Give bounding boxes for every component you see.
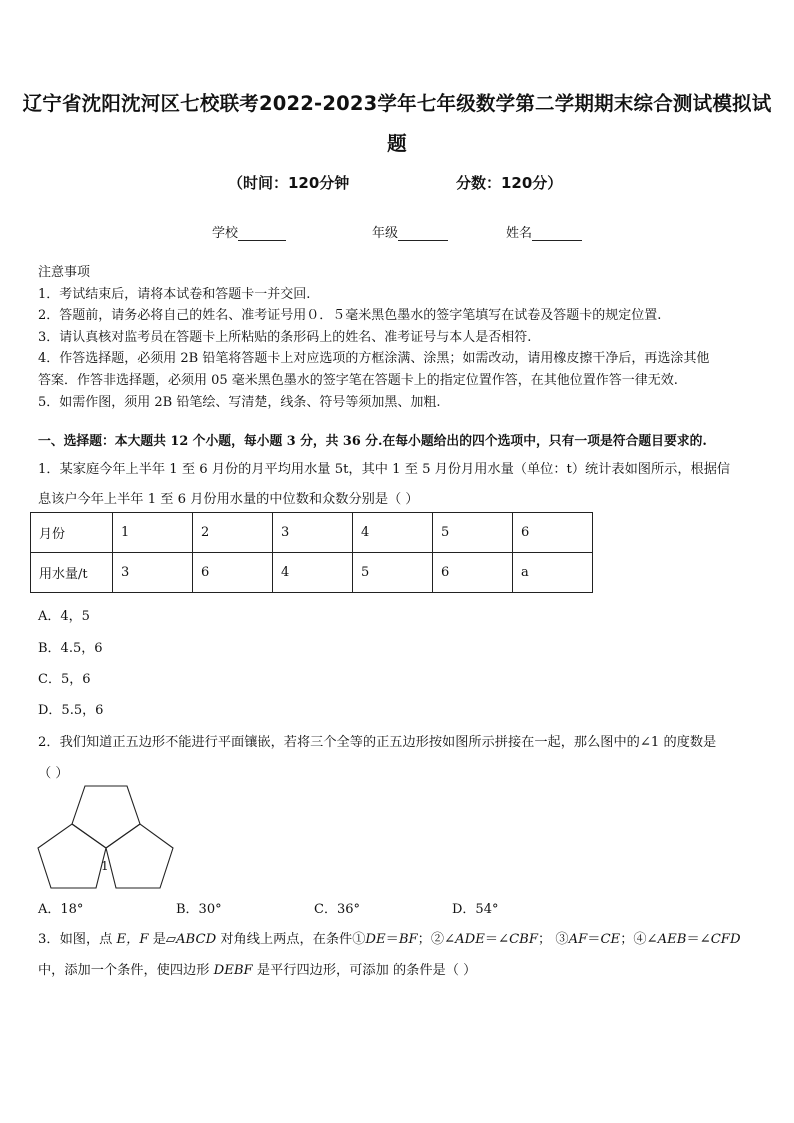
q2-option-d[interactable]: D．54° xyxy=(452,902,499,917)
q3-var: DEBF xyxy=(213,963,253,978)
table-cell: 4 xyxy=(353,513,433,553)
q3-text: ＝∠ xyxy=(484,932,510,947)
q3-text: ＝ xyxy=(587,932,601,947)
q1-text-line2: 息该户今年上半年 1 至 6 月份用水量的中位数和众数分别是（ ） xyxy=(38,492,419,507)
school-blank[interactable] xyxy=(238,226,286,241)
school-label: 学校 xyxy=(212,226,239,241)
note-item: 3．请认真核对监考员在答题卡上所粘贴的条形码上的姓名、准考证号与本人是否相符. xyxy=(38,329,532,345)
table-cell: 6 xyxy=(433,553,513,593)
exam-title-line2: 题 xyxy=(387,132,407,155)
q1-option-b[interactable]: B．4.5，6 xyxy=(38,641,103,656)
table-cell: 6 xyxy=(193,553,273,593)
exam-score: 分数：120分） xyxy=(456,174,563,192)
q3-text: ； ③ xyxy=(538,932,569,947)
q3-var: CBF xyxy=(509,932,539,947)
table-row xyxy=(31,513,593,553)
q2-options xyxy=(0,898,794,918)
table-cell: 1 xyxy=(113,513,193,553)
q3-text: 3．如图，点 xyxy=(38,932,117,947)
table-row xyxy=(31,553,593,593)
note-item: 4．作答选择题，必须用 2B 铅笔将答题卡上对应选项的方框涂满、涂黑；如需改动，请用橡皮擦干净后，再选涂其他 xyxy=(38,351,710,367)
three-pentagons-figure xyxy=(30,780,180,892)
exam-title-line1: 辽宁省沈阳沈河区七校联考2022-2023学年七年级数学第二学期期末综合测试模拟试 xyxy=(22,92,772,115)
q1-option-c[interactable]: C．5，6 xyxy=(38,672,91,687)
q2-text-line1: 2．我们知道正五边形不能进行平面镶嵌，若将三个全等的正五边形按如图所示拼接在一起，那么图中的∠1 的度数是 xyxy=(38,735,717,750)
q3-var: E，F xyxy=(116,932,149,947)
q2-text-line2: （ ） xyxy=(38,766,69,781)
q3-var: CE xyxy=(600,932,621,947)
pentagon-top xyxy=(72,786,140,848)
q3-var: AEB xyxy=(657,932,687,947)
table-cell: 4 xyxy=(273,553,353,593)
q3-text: ＝ xyxy=(385,932,399,947)
q3-var: AF xyxy=(568,932,588,947)
exam-time: （时间：120分钟 xyxy=(228,174,350,192)
table-cell: 6 xyxy=(513,513,593,553)
q1-text-line1: 1．某家庭今年上半年 1 至 6 月份的月平均用水量 5t，其中 1 至 5 月份月用水量（单位：t）统计表如图所示，根据信 xyxy=(38,462,731,477)
q3-var: DE xyxy=(365,932,386,947)
q3-text: 是平行四边形，可添加 的条件是（ ） xyxy=(252,963,477,978)
section1-heading: 一、选择题：本大题共 12 个小题，每小题 3 分，共 36 分.在每小题给出的四个选项中，只有一项是符合题目要求的. xyxy=(38,434,707,449)
table-cell: 5 xyxy=(353,553,433,593)
q3-text: 是▱ xyxy=(148,932,177,947)
note-item: 2．答题前，请务必将自己的姓名、准考证号用０．５毫米黑色墨水的签字笔填写在试卷及答题卡的规定位置. xyxy=(38,308,662,324)
q3-text: ；④∠ xyxy=(620,932,658,947)
note-item: 1．考试结束后，请将本试卷和答题卡一并交回. xyxy=(38,286,311,302)
q3-text: 对角线上两点，在条件① xyxy=(216,932,366,947)
angle-1-label: 1 xyxy=(101,859,109,873)
pentagon-left xyxy=(38,824,106,888)
q1-option-d[interactable]: D．5.5，6 xyxy=(38,703,104,718)
note-item: 答案．作答非选择题，必须用 05 毫米黑色墨水的签字笔在答题卡上的指定位置作答，在其他位置作答一律无效. xyxy=(38,372,678,388)
name-label: 姓名 xyxy=(506,226,533,241)
notes-heading: 注意事项 xyxy=(38,265,91,280)
q3-text: ＝∠ xyxy=(686,932,711,947)
notes-section xyxy=(38,262,760,413)
table-cell: 用水量/t xyxy=(31,553,113,593)
table-cell: 2 xyxy=(193,513,273,553)
name-blank[interactable] xyxy=(532,226,582,241)
table-cell: 3 xyxy=(113,553,193,593)
table-cell: 3 xyxy=(273,513,353,553)
pentagon-right xyxy=(106,824,173,888)
q3-var: ADE xyxy=(455,932,485,947)
note-item: 5．如需作图，须用 2B 铅笔绘、写清楚，线条、符号等须加黑、加粗. xyxy=(38,394,441,410)
grade-blank[interactable] xyxy=(398,226,448,241)
q2-option-c[interactable]: C．36° xyxy=(314,902,360,917)
q3-text-line1 xyxy=(38,928,760,947)
q3-text: 中，添加一个条件，使四边形 xyxy=(38,963,214,978)
school-field xyxy=(212,222,286,241)
q1-option-a[interactable]: A．4，5 xyxy=(38,609,90,624)
q3-text: ；②∠ xyxy=(417,932,456,947)
water-usage-table xyxy=(30,512,593,593)
q3-var: BF xyxy=(398,932,418,947)
table-cell: 月份 xyxy=(31,513,113,553)
grade-label: 年级 xyxy=(372,226,399,241)
q3-text-line2 xyxy=(38,959,760,978)
q2-option-a[interactable]: A．18° xyxy=(38,902,84,917)
q2-option-b[interactable]: B．30° xyxy=(176,902,222,917)
grade-field xyxy=(372,222,448,241)
q3-var: ABCD xyxy=(176,932,217,947)
table-cell: 5 xyxy=(433,513,513,553)
table-cell: a xyxy=(513,553,593,593)
name-field xyxy=(506,222,582,241)
q3-var: CFD xyxy=(710,932,741,947)
